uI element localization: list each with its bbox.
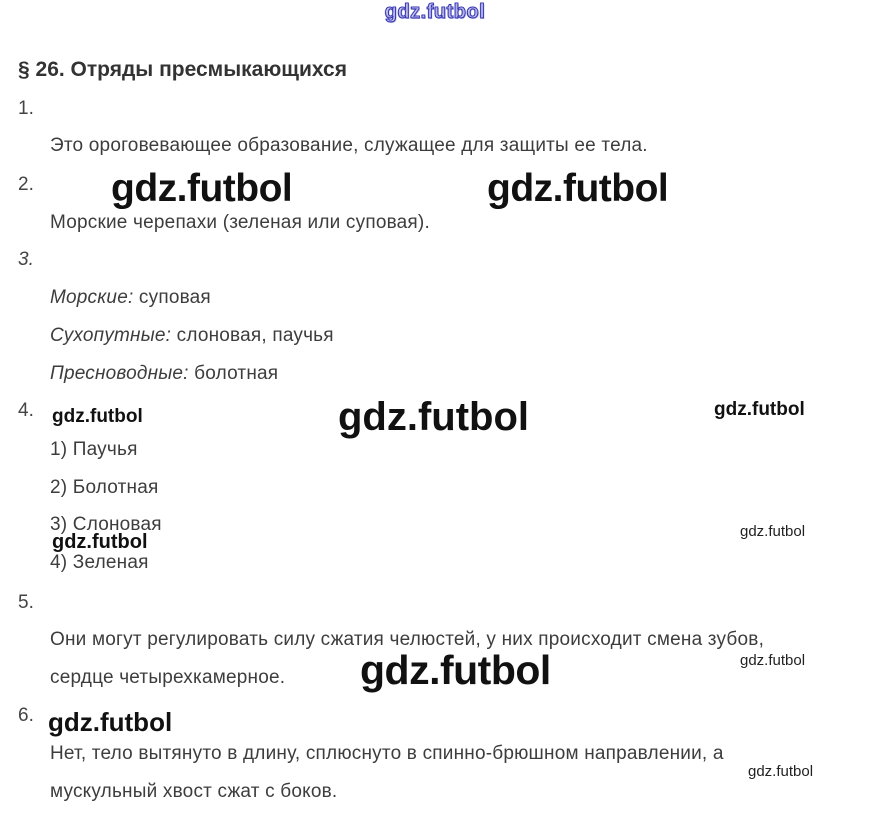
section-6-answer-line-2: мускульный хвост сжат с боков. (50, 781, 338, 802)
watermark-section2-left: gdz.futbol (111, 167, 293, 210)
section-5-answer-line-2: сердце четырехкамерное. (50, 667, 286, 688)
section-4-number: 4. (18, 400, 34, 421)
watermark-top: gdz.futbol (384, 1, 486, 23)
section-2-number: 2. (18, 174, 34, 195)
section-4-item-3: 3) Слоновая (50, 514, 162, 535)
section-1-number: 1. (18, 98, 34, 119)
line-lead-italic: Морские: (50, 287, 134, 308)
section-6-number: 6. (18, 705, 34, 726)
watermark-section4-center-big: gdz.futbol (338, 395, 530, 439)
section-3-number: 3. (18, 249, 34, 270)
watermark-section5-center-big: gdz.futbol (360, 647, 551, 693)
watermark-section5-right-small: gdz.futbol (740, 652, 806, 669)
line-lead-italic: Пресноводные: (50, 363, 189, 384)
section-3-line-freshwater (50, 363, 278, 385)
section-4-item-1: 1) Паучья (50, 439, 138, 460)
section-5-answer-line-1: Они могут регулировать силу сжатия челюстей, у них происходит смена зубов, (50, 629, 765, 650)
section-4-item-2: 2) Болотная (50, 477, 159, 498)
line-rest: болотная (188, 363, 279, 384)
section-4-item-4: 4) Зеленая (50, 552, 149, 573)
line-rest: слоновая, паучья (171, 325, 334, 346)
watermark-section4-left-small: gdz.futbol (52, 406, 143, 427)
watermark-section2-right: gdz.futbol (487, 167, 669, 210)
section-5-number: 5. (18, 592, 34, 613)
watermark-section4-overlap: gdz.futbol (52, 531, 148, 553)
line-lead-italic: Сухопутные: (50, 325, 172, 346)
watermark-section6-right-small: gdz.futbol (748, 763, 814, 780)
section-6-answer-line-1: Нет, тело вытянуто в длину, сплюснуто в спинно-брюшном направлении, а (50, 743, 724, 764)
watermark-section4-right-small2: gdz.futbol (740, 523, 806, 540)
section-2-answer: Морские черепахи (зеленая или суповая). (50, 212, 430, 233)
line-rest: суповая (133, 287, 211, 308)
watermark-section6-left: gdz.futbol (48, 707, 173, 737)
section-3-line-land (50, 325, 334, 347)
section-3-line-sea (50, 287, 211, 309)
section-1-answer: Это ороговевающее образование, служащее для защиты ее тела. (50, 135, 648, 156)
page-title: § 26. Отряды пресмыкающихся (18, 58, 347, 81)
watermark-section4-right-small: gdz.futbol (714, 399, 805, 420)
